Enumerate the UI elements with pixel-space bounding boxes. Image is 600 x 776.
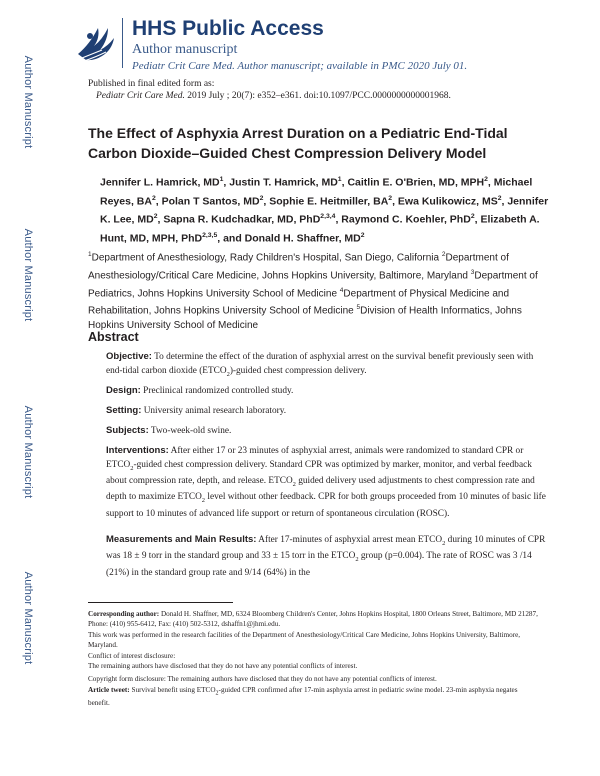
side-label-author-manuscript: Author Manuscript	[22, 571, 34, 665]
hhs-header	[72, 14, 552, 72]
affiliation-text: Department of Anesthesiology, Rady Children's Hospital, San Diego, California	[91, 252, 440, 264]
author-name: Jennifer K. Lee, MD	[100, 195, 549, 226]
affiliation-text: Department of Pediatrics, Johns Hopkins University School of Medicine	[88, 270, 538, 299]
corresponding-author-note: Corresponding author: Donald H. Shaffner, MD, 6324 Bloomberg Children's Center, Johns Hopkins Hospital, 1800 Orleans Street, Baltimore, MD 21287, Phone: (410) 955-6412, Fax: (410) 502-5312, dshaffn1@jhmi.edu.	[88, 610, 538, 628]
citation-journal: Pediatr Crit Care Med.	[96, 91, 185, 101]
author-name: Jennifer L. Hamrick, MD	[100, 176, 220, 189]
author-name: Justin T. Hamrick, MD	[229, 176, 338, 189]
affiliation-marker: 3	[470, 268, 475, 276]
publication-info	[88, 78, 451, 102]
author-affiliation-marker: 2,3,4	[320, 213, 336, 220]
abstract-heading: Abstract	[88, 330, 139, 344]
author-affiliation-marker: 2	[259, 194, 264, 202]
published-line: Published in final edited form as:	[88, 79, 215, 89]
citation-line	[88, 90, 451, 102]
author-manuscript-subtitle: Author manuscript	[132, 42, 238, 57]
conflict-of-interest-heading: Conflict of interest disclosure:	[88, 652, 176, 660]
hhs-eagle-logo-icon	[72, 14, 120, 70]
affiliation-marker: 1	[88, 251, 92, 258]
author-affiliation-marker: 2	[360, 231, 365, 239]
copyright-disclosure-note: Copyright form disclosure: The remaining authors have disclosed that they do not have any potential conflicts of interest.	[88, 675, 437, 683]
side-label-author-manuscript: Author Manuscript	[22, 228, 34, 322]
author-name: Polan T Santos, MD	[161, 195, 260, 207]
author-name: Ewa Kulikowicz, MS	[397, 195, 498, 207]
author-affiliation-marker: 2	[470, 213, 475, 220]
abstract-results: Measurements and Main Results: After 17-minutes of asphyxial arrest mean $ETCO_2$ during 10 minutes of CPR was 18 ± 9 torr in the standard group and 33 ± 15 torr in the $ETCO_2$ group (p=0.004). The rate of ROSC was 3 /14 (21%) in the standard group rate and 9/14 (64%) in the	[106, 534, 546, 578]
author-affiliation-marker: 2	[497, 194, 502, 202]
author-name: Elizabeth A. Hunt, MD, MPH, PhD	[100, 213, 540, 244]
author-affiliation-marker: 2	[484, 176, 488, 183]
citation-details: 2019 July ; 20(7): e352–e361. doi:10.1097/PCC.0000000000001968.	[184, 91, 451, 101]
abstract-interventions: Interventions: After either 17 or 23 minutes of asphyxial arrest, animals were randomized to standard CPR or $ETCO_2$-guided chest compression delivery. Standard CPR was optimized by marker, monitor, and verbal feedback about compression rate, depth, and release. $ETCO_2$ guided delivery used adjustments to chest compression rate and depth to maximize $ETCO_2$ level without other feedback. CPR for both groups proceeded from 10 minutes of basic life support to 10 minutes of advanced life support or return of spontaneous circulation (ROSC).	[106, 445, 546, 519]
author-affiliation-marker: 2	[151, 194, 156, 202]
abstract-setting: Setting: University animal research laboratory.	[106, 405, 287, 416]
author-name: Michael Reyes, BA	[100, 176, 533, 207]
affiliation-marker: 2	[441, 251, 446, 258]
journal-availability-line: Pediatr Crit Care Med. Author manuscript; available in PMC 2020 July 01.	[132, 60, 468, 72]
author-name: Donald H. Shaffner, MD	[244, 232, 361, 244]
affiliation-text: Department of Anesthesiology/Critical Care Medicine, Johns Hopkins University, Baltimore, Maryland	[88, 252, 509, 282]
affiliation-marker: 4	[339, 286, 344, 294]
author-list: Jennifer L. Hamrick, $MD^1$, Justin T. Hamrick, $MD^1$, Caitlin E. O'Brien, MD, MPH$^2$, Michael Reyes, $BA^2$, Polan T Santos, $MD^2$, Sophie E. Heitmiller, $BA^2$, Ewa Kulikowicz, $MS^2$, Jennifer K. Lee, $MD^2$, Sapna R. Kudchadkar, MD, PhD$^{2,3,4}$, Raymond C. Koehler, PhD$^2$, Elizabeth A. Hunt, MD, MPH, PhD$^{2,3,5}$, and Donald H. Shaffner, $MD^2$	[100, 176, 549, 244]
author-name: Caitlin E. O'Brien, MD, MPH	[347, 176, 485, 189]
affiliation-text: Department of Physical Medicine and Rehabilitation, Johns Hopkins University School of Medicine	[88, 287, 510, 317]
author-affiliation-marker: 2	[153, 213, 158, 220]
author-name: Raymond C. Koehler, PhD	[341, 213, 471, 226]
article-tweet-note: Article tweet: Survival benefit using $ETCO_2$-guided CPR confirmed after 17-min asphyxia arrest in pediatric swine model. 23-min asphyxia negates benefit.	[88, 686, 518, 707]
article-title: The Effect of Asphyxia Arrest Duration on a Pediatric End-Tidal Carbon Dioxide–Guided Chest Compression Delivery Model	[88, 125, 508, 161]
affiliations	[88, 248, 543, 334]
side-label-author-manuscript: Author Manuscript	[22, 405, 34, 499]
author-name: Sophie E. Heitmiller, BA	[269, 195, 389, 207]
hhs-public-access-title: HHS Public Access	[132, 17, 324, 40]
side-label-author-manuscript: Author Manuscript	[22, 55, 34, 149]
abstract-design: Design: Preclinical randomized controlled study.	[106, 385, 294, 396]
research-facilities-note: This work was performed in the research facilities of the Department of Anesthesiology/Critical Care Medicine, Johns Hopkins University, Baltimore, Maryland.	[88, 631, 521, 649]
abstract-subjects: Subjects: Two-week-old swine.	[106, 425, 232, 436]
author-name: Sapna R. Kudchadkar, MD, PhD	[163, 213, 321, 226]
author-affiliation-marker: 1	[337, 176, 342, 183]
affiliation-text: Division of Health Informatics, Johns Hopkins University School of Medicine	[88, 305, 522, 332]
author-affiliation-marker: 2,3,5	[202, 231, 218, 239]
footnote-divider	[88, 602, 233, 603]
affiliation-marker: 5	[356, 304, 361, 312]
abstract-objective: Objective: To determine the effect of the duration of asphyxial arrest on the survival benefit previously seen with end-tidal carbon dioxide $(ETCO_2)$-guided chest compression delivery.	[106, 351, 534, 378]
author-affiliation-marker: 2	[388, 194, 393, 202]
logo-separator	[122, 18, 123, 68]
conflict-of-interest-note: The remaining authors have disclosed that they do not have any potential conflicts of interest.	[88, 662, 358, 670]
author-affiliation-marker: 1	[219, 176, 224, 183]
